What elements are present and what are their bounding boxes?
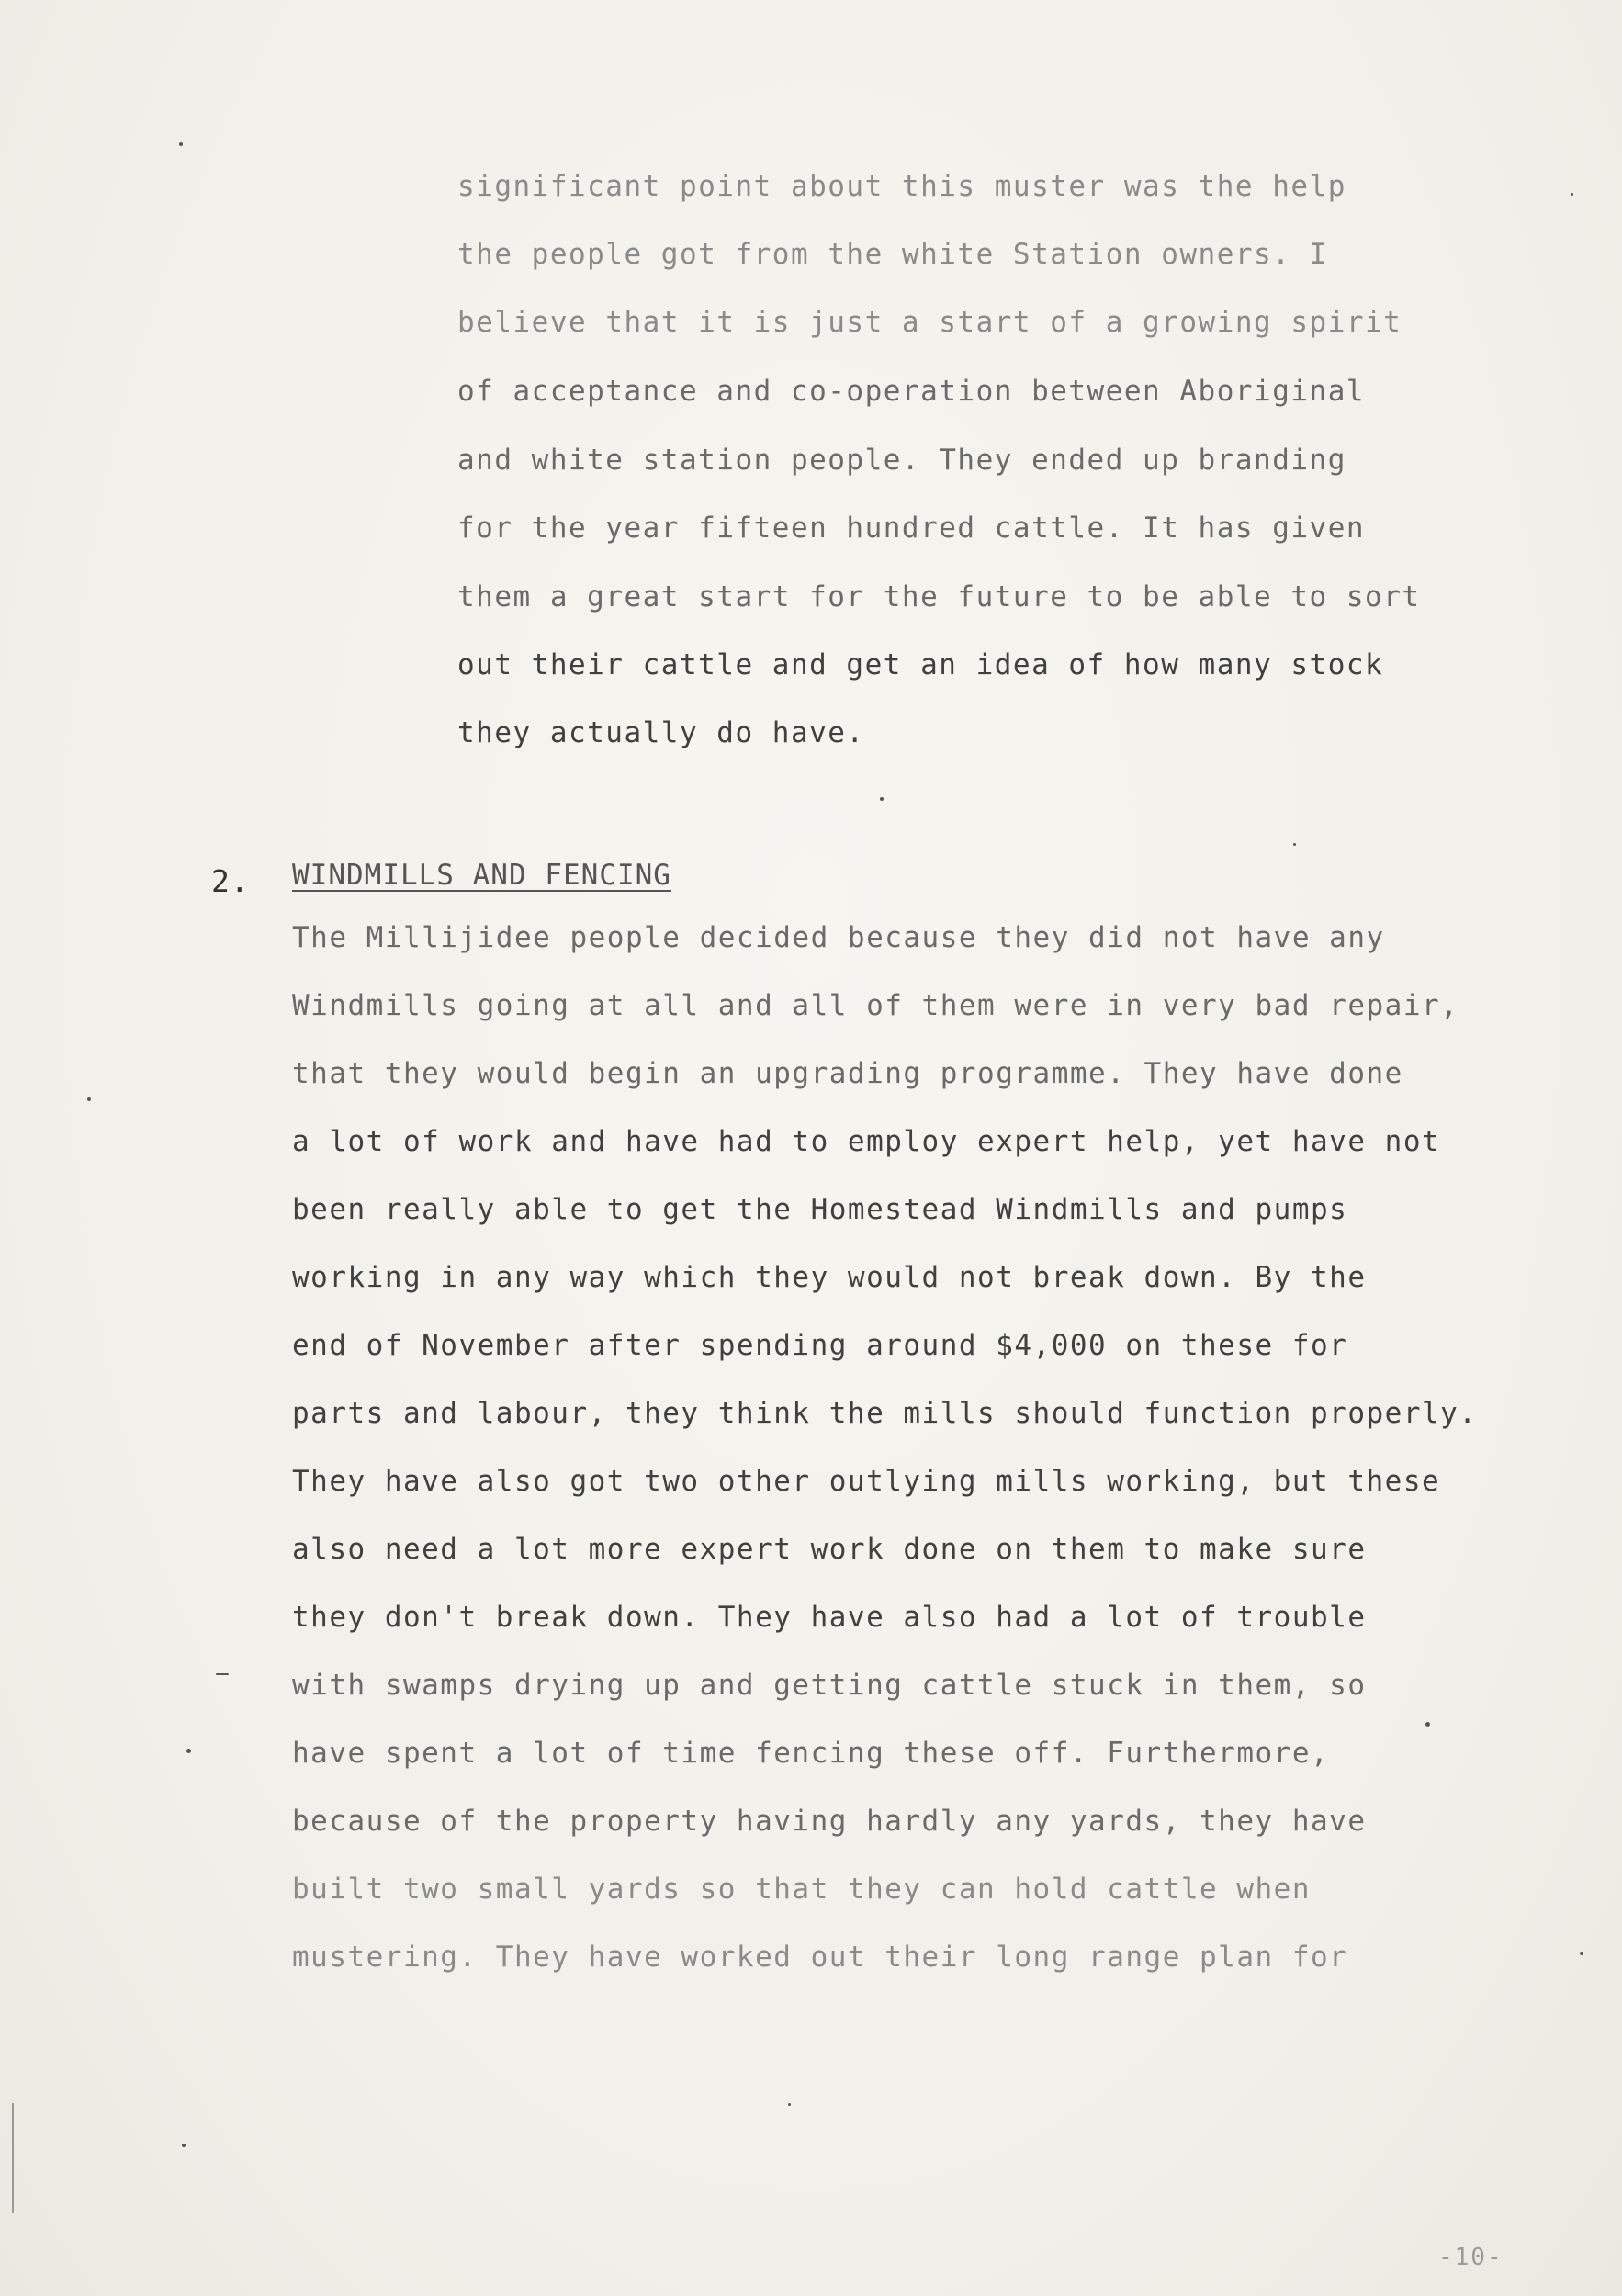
scan-speck	[880, 797, 884, 801]
section-line: The Millijidee people decided because they did not have any	[292, 921, 1385, 954]
page-number: -10-	[1438, 2244, 1504, 2271]
paragraph-line: them a great start for the future to be able to sort	[457, 580, 1421, 613]
paragraph-line: and white station people. They ended up branding	[457, 444, 1346, 477]
paragraph-line: out their cattle and get an idea of how many stock	[457, 648, 1384, 681]
paragraph-line: of acceptance and co-operation between Aboriginal	[457, 375, 1366, 408]
section-line: mustering. They have worked out their long range plan for	[292, 1941, 1348, 1974]
section-line: that they would begin an upgrading programme. They have done	[292, 1057, 1403, 1090]
section-line: working in any way which they would not break down. By the	[292, 1261, 1367, 1294]
section-title: WINDMILLS AND FENCING	[292, 859, 671, 892]
scan-speck	[1571, 193, 1573, 196]
section-line: they don't break down. They have also had a lot of trouble	[292, 1601, 1367, 1634]
section-line: built two small yards so that they can hold cattle when	[292, 1873, 1311, 1906]
section-line: parts and labour, they think the mills should function properly.	[292, 1397, 1478, 1430]
paragraph-line: they actually do have.	[457, 716, 865, 749]
scan-speck	[1293, 843, 1296, 846]
section-line: end of November after spending around $4,000 on these for	[292, 1329, 1348, 1362]
section-line: a lot of work and have had to employ expert help, yet have not	[292, 1125, 1441, 1158]
paragraph-line: for the year fifteen hundred cattle. It has given	[457, 512, 1366, 545]
section-line: been really able to get the Homestead Windmills and pumps	[292, 1193, 1348, 1226]
section-line: with swamps drying up and getting cattle stuck in them, so	[292, 1669, 1367, 1702]
scan-speck	[216, 1673, 229, 1675]
section-number: 2.	[211, 863, 250, 899]
scan-speck	[179, 142, 183, 146]
section-line: have spent a lot of time fencing these off. Furthermore,	[292, 1737, 1330, 1770]
scan-speck	[1580, 1952, 1583, 1955]
section-line: because of the property having hardly any yards, they have	[292, 1805, 1367, 1838]
scan-speck	[182, 2144, 186, 2147]
scan-speck	[1425, 1722, 1430, 1727]
paragraph-line: believe that it is just a start of a growing spirit	[457, 306, 1402, 339]
scan-speck	[87, 1097, 91, 1101]
section-line: also need a lot more expert work done on them to make sure	[292, 1533, 1367, 1566]
scan-speck	[186, 1749, 191, 1753]
section-line: Windmills going at all and all of them were in very bad repair,	[292, 989, 1459, 1022]
paragraph-line: the people got from the white Station owners. I	[457, 238, 1328, 271]
section-line: They have also got two other outlying mills working, but these	[292, 1465, 1441, 1498]
scan-speck	[788, 2103, 791, 2106]
paragraph-line: significant point about this muster was the help	[457, 170, 1346, 203]
margin-mark	[12, 2103, 14, 2213]
